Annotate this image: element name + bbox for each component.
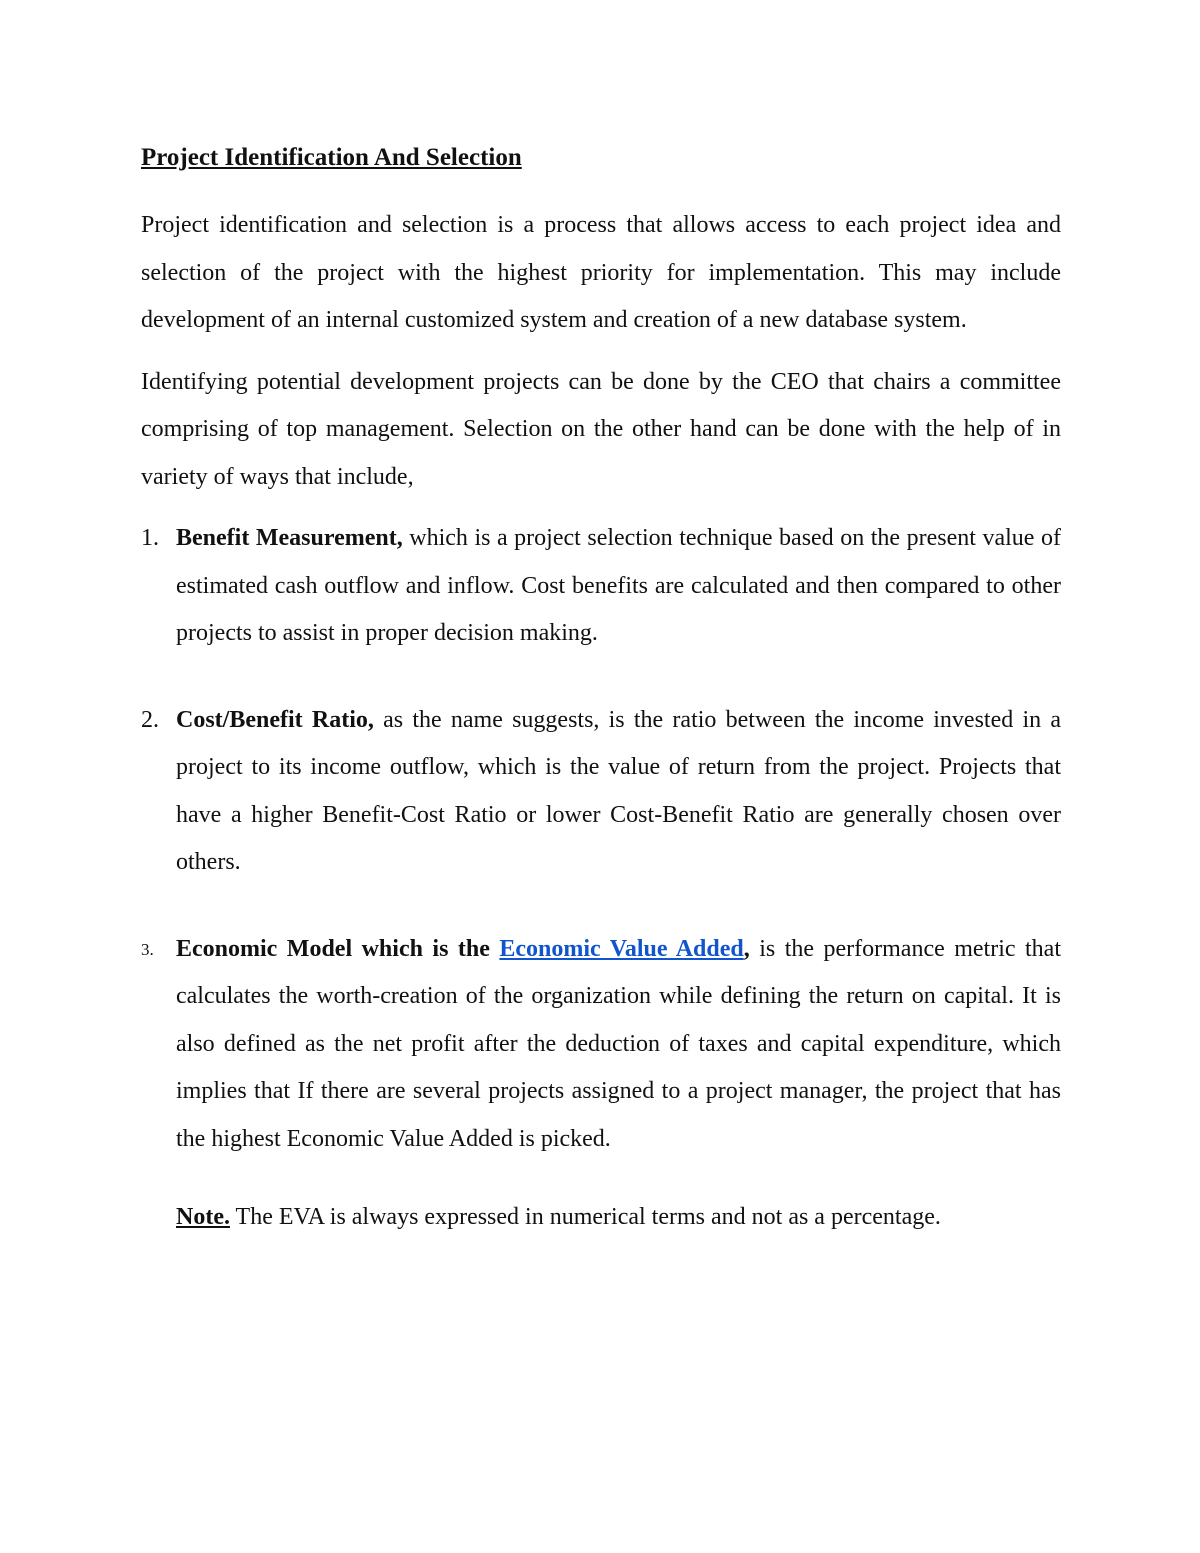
list-term: Economic Model which is the — [176, 935, 500, 962]
economic-value-added-link[interactable]: Economic Value Added — [499, 935, 744, 962]
list-item — [141, 926, 1061, 1164]
document-page — [141, 140, 1061, 1242]
note-text: The EVA is always expressed in numerical terms and not as a percentage. — [229, 1204, 941, 1230]
list-term-punctuation: , — [743, 935, 750, 962]
list-text: which is a project selection technique based on the present value of estimated cash outflow and inflow. Cost benefits are calculated and then compared to other projects to assist in proper decision making. — [176, 525, 1061, 646]
selection-paragraph: Identifying potential development projects can be done by the CEO that chairs a committee comprising of top management. Selection on the other hand can be done with the help of in variety of ways that include, — [141, 368, 1061, 490]
list-item — [141, 697, 1061, 887]
note-label: Note. — [176, 1204, 230, 1230]
list-text: as the name suggests, is the ratio between the income invested in a project to its income outflow, which is the value of return from the project. Projects that have a higher Benefit-Cost Ratio or lower Cost-Benefit Ratio are generally chosen over others. — [176, 706, 1062, 875]
list-number: 3. — [141, 939, 154, 959]
list-item — [141, 515, 1061, 658]
list-term: Benefit Measurement, — [176, 525, 403, 551]
intro-paragraph: Project identification and selection is a process that allows access to each project idea and selection of the project with the highest priority for implementation. This may include development of an internal customized system and creation of a new database system. — [141, 212, 1061, 333]
list-number: 2. — [141, 706, 159, 733]
list-number: 1. — [141, 525, 159, 551]
selection-methods-list — [141, 515, 1061, 1163]
note-paragraph — [141, 1194, 1061, 1242]
list-term: Cost/Benefit Ratio, — [176, 706, 374, 733]
list-text: is the performance metric that calculates the worth-creation of the organization while defining the return on capital. It is also defined as the net profit after the deduction of taxes and capital expenditure, which implies that If there are several projects assigned to a project manager, the project that has the highest Economic Value Added is picked. — [176, 935, 1061, 1152]
document-title: Project Identification And Selection — [141, 144, 522, 171]
